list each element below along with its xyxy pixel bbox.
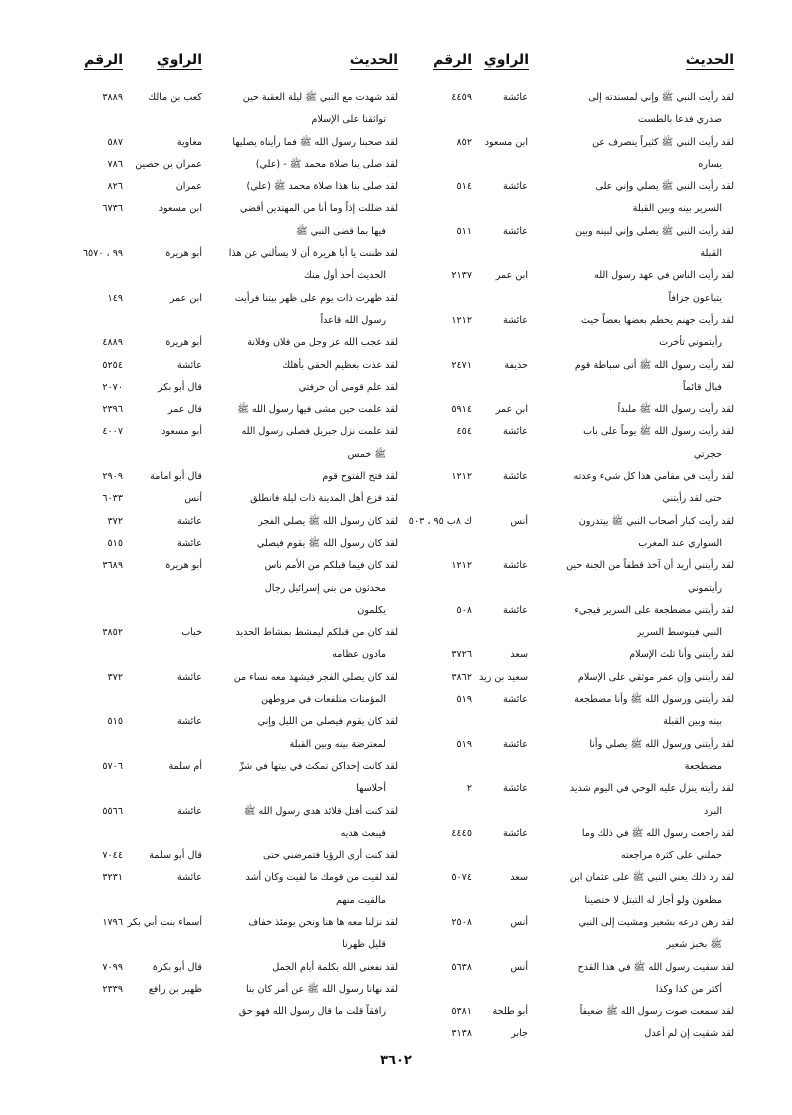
number-cell: ٦٧٣٦ xyxy=(102,203,123,215)
number-cell: ٥٨٧ xyxy=(107,136,123,148)
number-cell: ٥٠٧٤ xyxy=(451,872,472,884)
table-row xyxy=(62,198,398,220)
table-row xyxy=(404,355,734,377)
hadith-text: فيها بما قضى النبي ﷺ xyxy=(295,225,386,237)
table-row xyxy=(62,399,398,421)
hadith-text: فيبعث هديه xyxy=(340,827,386,839)
narrator-cell: أبو طلحة xyxy=(492,1006,528,1018)
narrator-cell: حذيفة xyxy=(504,359,528,371)
number-cell: ١٤٩ xyxy=(107,292,123,304)
table-row xyxy=(404,667,734,689)
hadith-text: أكثر من كذا وكذا xyxy=(655,983,722,995)
number-cell: ٧٨٦ xyxy=(107,158,123,170)
hadith-text: لقد كان يقوم فيصلي من الليل وإني xyxy=(257,716,398,728)
table-row xyxy=(62,778,398,800)
number-cell: ٢٠٧٠ xyxy=(102,381,123,393)
table-row xyxy=(404,288,734,310)
narrator-cell: عائشة xyxy=(502,426,528,438)
table-row xyxy=(62,711,398,733)
narrator-cell: قال أبو سلمة xyxy=(149,850,202,862)
number-cell: ك ٨ب ٩٥ ، ٥٠٣ xyxy=(408,515,472,527)
hadith-text: السواري عند المغرب xyxy=(638,537,722,549)
number-cell: ٥٢٥٤ xyxy=(102,359,123,371)
table-row xyxy=(62,890,398,912)
table-row xyxy=(62,734,398,756)
header-number: الرقم xyxy=(433,52,472,68)
table-row xyxy=(62,912,398,934)
number-cell: ٣٢٣١ xyxy=(102,872,123,884)
narrator-cell: ابن عمر xyxy=(169,292,202,304)
hadith-text: لقد ضللت إذاً وما أنا من المهتدين أقضي xyxy=(239,203,398,215)
table-row xyxy=(404,622,734,644)
table-row xyxy=(404,934,734,956)
table-row xyxy=(404,87,734,109)
table-row xyxy=(62,600,398,622)
hadith-text: مالقيت منهم xyxy=(335,894,386,906)
hadith-text: لقد كان فيما قبلكم من الأمم ناس xyxy=(264,560,398,572)
table-row xyxy=(62,756,398,778)
narrator-cell: ابن عمر xyxy=(495,404,528,416)
table-row xyxy=(404,176,734,198)
narrator-cell: عائشة xyxy=(502,827,528,839)
hadith-text: المؤمنات متلفعات في مروطهن xyxy=(261,694,386,706)
narrator-cell: خباب xyxy=(181,627,202,639)
number-cell: ٥٦٣٨ xyxy=(451,961,472,973)
number-cell: ١٢١٢ xyxy=(451,314,472,326)
table-row xyxy=(404,399,734,421)
narrator-cell: أبو هريرة xyxy=(165,248,202,260)
number-cell: ٨٢٦ xyxy=(107,181,123,193)
table-row xyxy=(404,109,734,131)
number-cell: ٣٨٦٢ xyxy=(451,671,472,683)
number-cell: ٢٩٠٩ xyxy=(102,471,123,483)
hadith-text: أحلاسها xyxy=(356,783,386,795)
hadith-text: لقد رأيته ينزل عليه الوحي في اليوم شديد xyxy=(569,783,734,795)
table-row xyxy=(62,667,398,689)
table-row xyxy=(62,867,398,889)
table-row xyxy=(404,511,734,533)
table-row xyxy=(404,132,734,154)
hadith-text: لقد فزع أهل المدينة ذات ليلة فانطلق xyxy=(250,493,398,505)
narrator-cell: ظهير بن رافع xyxy=(148,983,202,995)
hadith-text: لقد رأيت في مقامي هذا كل شيء وعدته xyxy=(573,471,734,483)
hadith-text: النبي فيتوسط السرير xyxy=(636,627,722,639)
hadith-text: لقد كانت إحداكن تمكث في بيتها في شرِّ xyxy=(238,760,398,772)
left-column xyxy=(62,52,398,1023)
hadith-text: لقد شهدت مع النبي ﷺ ليلة العقبة حين xyxy=(242,92,398,103)
table-row xyxy=(62,934,398,956)
hadith-text: حتى لقد رأيتني xyxy=(662,493,722,505)
table-row xyxy=(404,421,734,443)
table-row xyxy=(62,176,398,198)
table-row xyxy=(404,1023,734,1045)
hadith-text: لقد رأيتني ورسول الله ﷺ وأنا مضطجعة xyxy=(574,694,734,706)
table-row xyxy=(62,87,398,109)
table-row xyxy=(404,332,734,354)
narrator-cell: ابن مسعود xyxy=(158,203,202,215)
table-row xyxy=(404,221,734,243)
table-row xyxy=(62,578,398,600)
hadith-text: لمعترضة بينه وبين القبلة xyxy=(289,738,386,750)
narrator-cell: عائشة xyxy=(502,471,528,483)
number-cell: ٥٠٨ xyxy=(456,604,472,616)
hadith-text: الحديث أحد أول منك xyxy=(303,270,386,282)
narrator-cell: عائشة xyxy=(176,716,202,728)
table-row xyxy=(404,644,734,666)
number-cell: ١٢١٢ xyxy=(451,560,472,572)
hadith-text: رسول الله قاعداً xyxy=(320,314,386,326)
table-row xyxy=(62,644,398,666)
table-row xyxy=(404,154,734,176)
hadith-text: ﷺ خمس xyxy=(347,448,386,460)
left-column-rows xyxy=(62,87,398,1023)
narrator-cell: ابن عمر xyxy=(495,270,528,282)
hadith-text: لقد راجعت رسول الله ﷺ في ذلك وما xyxy=(581,827,734,839)
narrator-cell: سعد xyxy=(510,872,528,884)
table-row xyxy=(62,377,398,399)
table-row xyxy=(62,845,398,867)
header-narrator: الراوي xyxy=(483,52,529,68)
number-cell: ١٢١٢ xyxy=(451,471,472,483)
hadith-text: لقد رأيت جهنم يحطم بعضها بعضاً حيث xyxy=(581,314,734,326)
hadith-text: لقد ظننت يا أبا هريرة أن لا يسألني عن هذا xyxy=(228,248,398,260)
table-row xyxy=(404,555,734,577)
hadith-text: لقد علمت حين مشى فيها رسول الله ﷺ xyxy=(237,404,398,416)
table-row xyxy=(404,310,734,332)
number-cell: ٥١٩ xyxy=(456,738,472,750)
number-cell: ٥١٤ xyxy=(456,181,472,193)
number-cell: ٣٨٨٩ xyxy=(102,92,123,103)
hadith-text: لقد رأيتني وأنا ثلث الإسلام xyxy=(629,649,734,661)
narrator-cell: ابن مسعود xyxy=(484,136,528,148)
hadith-text: صدري فدعا بالطست xyxy=(637,114,722,126)
narrator-cell: عائشة xyxy=(502,225,528,237)
number-cell: ٥٩١٤ xyxy=(451,404,472,416)
hadith-text: لقد رد ذلك يعني النبي ﷺ على عثمان ابن xyxy=(569,872,734,884)
narrator-cell: أبو مسعود xyxy=(161,426,202,438)
narrator-cell: أسماء بنت أبي بكر xyxy=(127,916,202,928)
hadith-text: حملني على كثرة مراجعته xyxy=(620,850,722,862)
number-cell: ٢٣٩٦ xyxy=(102,404,123,416)
narrator-cell: عائشة xyxy=(502,694,528,706)
number-cell: ٤٥٤ xyxy=(456,426,472,438)
number-cell: ٣٧٢ xyxy=(107,515,123,527)
narrator-cell: قال عمر xyxy=(167,404,202,416)
narrator-cell: قال أبو بكر xyxy=(157,381,202,393)
narrator-cell: عائشة xyxy=(176,671,202,683)
hadith-text: لقد رأيت النبي ﷺ يصلي وإني لبينه وبين xyxy=(575,225,734,237)
table-row xyxy=(62,801,398,823)
hadith-text: ﷺ بخبز شعير xyxy=(666,939,722,951)
hadith-text: رأيتموني xyxy=(687,582,722,594)
hadith-text: لقد كنت أرى الرؤيا فتمرضني حتى xyxy=(262,850,398,862)
narrator-cell: عائشة xyxy=(502,604,528,616)
left-column-header xyxy=(62,52,398,76)
hadith-text: يكلمون xyxy=(357,604,386,616)
header-hadith: الحديث xyxy=(349,52,398,68)
hadith-text: لقد نفعني الله بكلمة أيام الجمل xyxy=(272,961,398,973)
table-row xyxy=(62,154,398,176)
right-column-header xyxy=(404,52,734,76)
number-cell: ٤٤٤٥ xyxy=(451,827,472,839)
hadith-text: لقد رأيت الناس في عهد رسول الله xyxy=(594,270,734,282)
hadith-text: يساره xyxy=(698,158,722,170)
number-cell: ٥١٥ xyxy=(107,537,123,549)
narrator-cell: عائشة xyxy=(502,92,528,103)
hadith-text: لقد لقيت من قومك ما لقيت وكان أشد xyxy=(245,872,398,884)
table-row xyxy=(62,444,398,466)
narrator-cell: أنس xyxy=(510,515,528,527)
table-row xyxy=(62,979,398,1001)
hadith-text: مظعون ولو أجاز له التبتل لا ختصينا xyxy=(584,894,722,906)
number-cell: ٤٨٨٩ xyxy=(102,337,123,349)
hadith-text: مضطجعة xyxy=(684,760,722,772)
table-row xyxy=(62,310,398,332)
narrator-cell: عمران بن حصين xyxy=(135,158,202,170)
table-row xyxy=(404,979,734,1001)
table-row xyxy=(404,801,734,823)
table-row xyxy=(404,823,734,845)
hadith-text: لقد صلى بنا صلاة محمد ﷺ - (علي) xyxy=(255,158,398,170)
narrator-cell: عائشة xyxy=(502,314,528,326)
narrator-cell: عائشة xyxy=(502,783,528,795)
table-row xyxy=(404,867,734,889)
table-row xyxy=(404,711,734,733)
hadith-text: لقد سقيت رسول الله ﷺ في هذا القدح xyxy=(577,961,734,973)
table-row xyxy=(62,511,398,533)
number-cell: ٣١٣٨ xyxy=(451,1028,472,1040)
table-row xyxy=(62,288,398,310)
table-row xyxy=(62,533,398,555)
narrator-cell: عائشة xyxy=(502,181,528,193)
hadith-text: القبلة xyxy=(700,248,722,260)
number-cell: ٥١١ xyxy=(456,225,472,237)
hadith-text: رافقاً قلت ما قال رسول الله فهو حق xyxy=(238,1006,386,1018)
table-row xyxy=(62,421,398,443)
table-row xyxy=(62,355,398,377)
number-cell: ٤٤٥٩ xyxy=(451,92,472,103)
hadith-text: محدثون من بني إسرائيل رجال xyxy=(264,582,386,594)
hadith-text: السرير بينه وبين القبلة xyxy=(632,203,722,215)
number-cell: ٤٠٠٧ xyxy=(102,426,123,438)
number-cell: ٥١٩ xyxy=(456,694,472,706)
number-cell: ٢٥٠٨ xyxy=(451,916,472,928)
hadith-text: البرد xyxy=(703,805,722,817)
narrator-cell: جابر xyxy=(511,1028,528,1040)
number-cell: ١٧٩٦ xyxy=(102,916,123,928)
number-cell: ٩٩ ، ٦٥٧٠ xyxy=(82,248,123,260)
narrator-cell: عائشة xyxy=(502,738,528,750)
hadith-text: لقد رأيت رسول الله ﷺ أتى سباطة قوم xyxy=(574,359,734,371)
narrator-cell: سعيد بن زيد xyxy=(478,671,528,683)
narrator-cell: أبو هريرة xyxy=(165,337,202,349)
table-row xyxy=(404,890,734,912)
number-cell: ٢٤٧١ xyxy=(451,359,472,371)
narrator-cell: أنس xyxy=(510,916,528,928)
narrator-cell: عائشة xyxy=(176,805,202,817)
number-cell: ٢١٣٧ xyxy=(451,270,472,282)
hadith-text: لقد كنت أفتل قلائد هدي رسول الله ﷺ xyxy=(243,805,398,817)
table-row xyxy=(62,488,398,510)
narrator-cell: قال أبو بكرة xyxy=(152,961,202,973)
narrator-cell: عمران xyxy=(175,181,202,193)
hadith-text: بينه وبين القبلة xyxy=(663,716,722,728)
hadith-text: لقد فتح الفتوح قوم xyxy=(322,471,398,483)
narrator-cell: كعب بن مالك xyxy=(148,92,202,103)
table-row xyxy=(404,845,734,867)
page-number: ٣٦٠٢ xyxy=(380,1053,412,1068)
narrator-cell: قال أبو امامة xyxy=(150,471,202,483)
table-row xyxy=(404,198,734,220)
hadith-text: لقد رأيتني وإن عمر موثقي على الإسلام xyxy=(577,671,734,683)
number-cell: ٧٠٩٩ xyxy=(102,961,123,973)
hadith-text: لقد رأيتني ورسول الله ﷺ يصلي وأنا xyxy=(589,738,734,750)
narrator-cell: أنس xyxy=(510,961,528,973)
number-cell: ٥٥٦٦ xyxy=(102,805,123,817)
number-cell: ٣٧٢ xyxy=(107,671,123,683)
right-column xyxy=(404,52,734,1046)
hadith-text: لقد رأيتني أريد أن آخذ قطفاً من الجنة حين xyxy=(566,560,734,572)
number-cell: ٢٣٣٩ xyxy=(102,983,123,995)
hadith-text: لقد عذت بعظيم الحقي بأهلك xyxy=(282,359,398,371)
hadith-text: لقد سمعت صوت رسول الله ﷺ ضعيفاً xyxy=(579,1006,734,1018)
hadith-text: لقد رأيتني مضطجعة على السرير فيجيء xyxy=(574,604,734,616)
table-row xyxy=(404,444,734,466)
number-cell: ٣٧٢٦ xyxy=(451,649,472,661)
number-cell: ٦٠٣٣ xyxy=(102,493,123,505)
hadith-text: لقد رأيت كبار أصحاب النبي ﷺ يبتدرون xyxy=(578,515,734,527)
hadith-text: لقد كان رسول الله ﷺ يقوم فيصلي xyxy=(256,537,398,549)
hadith-text: لقد رأيت رسول الله ﷺ ملبداً xyxy=(617,404,734,416)
hadith-text: لقد رهن درعه بشعير ومشيت إلى النبي xyxy=(578,916,734,928)
table-row xyxy=(404,957,734,979)
table-row xyxy=(62,957,398,979)
table-row xyxy=(404,756,734,778)
narrator-cell: عائشة xyxy=(176,872,202,884)
table-row xyxy=(404,466,734,488)
number-cell: ٣٦٨٩ xyxy=(102,560,123,572)
table-row xyxy=(404,1001,734,1023)
hadith-text: يتباعون جزافاً xyxy=(668,292,722,304)
table-row xyxy=(404,377,734,399)
hadith-text: لقد علم قومي أن حرفتي xyxy=(298,381,398,393)
number-cell: ٥٣٨١ xyxy=(451,1006,472,1018)
table-row xyxy=(404,265,734,287)
table-row xyxy=(404,689,734,711)
hadith-text: لقد شقيت إن لم أعدل xyxy=(644,1028,734,1040)
number-cell: ٣٨٥٢ xyxy=(102,627,123,639)
number-cell: ٨٥٢ xyxy=(456,136,472,148)
hadith-text: لقد صلى بنا هذا صلاة محمد ﷺ (علي) xyxy=(246,181,398,193)
hadith-text: مادون عظامه xyxy=(332,649,386,661)
number-cell: ٥٧٠٦ xyxy=(102,760,123,772)
hadith-text: لقد رأيت النبي ﷺ كثيراً ينصرف عن xyxy=(592,136,734,148)
table-row xyxy=(404,488,734,510)
hadith-text: لقد نهانا رسول الله ﷺ عن أمر كان بنا xyxy=(245,983,398,995)
hadith-text: لقد رأيت النبي ﷺ يصلي وإني على xyxy=(595,181,734,193)
narrator-cell: أم سلمة xyxy=(168,760,202,772)
table-row xyxy=(404,578,734,600)
narrator-cell: أبو هريرة xyxy=(165,560,202,572)
hadith-text: لقد عجب الله عز وجل من فلان وفلانة xyxy=(247,337,398,349)
narrator-cell: أنس xyxy=(184,493,202,505)
narrator-cell: عائشة xyxy=(176,359,202,371)
hadith-text: فبال قائماً xyxy=(682,381,722,393)
table-row xyxy=(62,466,398,488)
hadith-text: لقد كان من قبلكم ليمشط بمشاط الحديد xyxy=(235,627,398,639)
hadith-text: رأيتموني تأخرت xyxy=(659,337,722,349)
narrator-cell: سعد xyxy=(510,649,528,661)
hadith-text: لقد كان يصلي الفجر فيشهد معه نساء من xyxy=(233,671,398,683)
hadith-text: لقد علمت نزل جبريل فصلى رسول الله xyxy=(241,426,398,438)
table-row xyxy=(62,332,398,354)
hadith-text: لقد نزلنا معه ها هنا ونحن يومئذ خفاف xyxy=(248,916,398,928)
number-cell: ٢ xyxy=(466,783,472,795)
table-row xyxy=(62,622,398,644)
table-row xyxy=(62,1001,398,1023)
table-row xyxy=(62,265,398,287)
table-row xyxy=(62,555,398,577)
header-number: الرقم xyxy=(84,52,123,68)
hadith-text: لقد رأيت النبي ﷺ وإني لمسندته إلى xyxy=(588,92,734,103)
table-row xyxy=(62,823,398,845)
narrator-cell: معاوية xyxy=(176,136,202,148)
table-row xyxy=(404,600,734,622)
table-row xyxy=(62,221,398,243)
hadith-text: لقد ظهرت ذات يوم على ظهر بيتنا فرأيت xyxy=(234,292,398,304)
table-row xyxy=(404,533,734,555)
number-cell: ٧٠٤٤ xyxy=(102,850,123,862)
header-narrator: الراوي xyxy=(156,52,202,68)
table-row xyxy=(404,778,734,800)
narrator-cell: عائشة xyxy=(176,537,202,549)
table-row xyxy=(62,109,398,131)
table-row xyxy=(62,132,398,154)
hadith-text: لقد كان رسول الله ﷺ يصلي الفجر xyxy=(258,515,398,527)
hadith-text: لقد رأيت رسول الله ﷺ يوماً على باب xyxy=(583,426,734,438)
hadith-text: تواثقنا على الإسلام xyxy=(311,114,386,126)
hadith-text: قليل ظهرنا xyxy=(342,939,386,951)
table-row xyxy=(404,243,734,265)
number-cell: ٥١٥ xyxy=(107,716,123,728)
table-row xyxy=(404,734,734,756)
hadith-text: لقد صحبنا رسول الله ﷺ فما رأيناه يصليها xyxy=(232,136,398,148)
table-row xyxy=(404,912,734,934)
header-hadith: الحديث xyxy=(685,52,734,68)
narrator-cell: عائشة xyxy=(502,560,528,572)
narrator-cell: عائشة xyxy=(176,515,202,527)
table-row xyxy=(62,689,398,711)
table-row xyxy=(62,243,398,265)
hadith-text: حجرتي xyxy=(693,448,722,460)
right-column-rows xyxy=(404,87,734,1046)
